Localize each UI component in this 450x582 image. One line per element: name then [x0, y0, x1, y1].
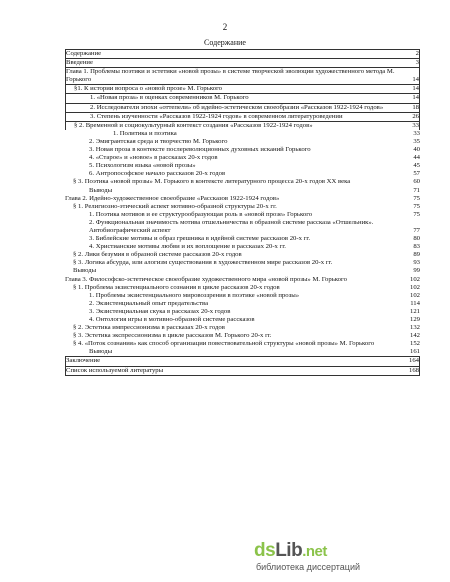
toc-entry[interactable]	[65, 316, 420, 324]
toc-page: 114	[410, 299, 420, 307]
toc-title: 4. Христианские мотивы любви и их воплощение в рассказах 20-х гг.	[89, 243, 286, 251]
toc-title: Заключение	[66, 357, 101, 365]
toc-page: 75	[413, 194, 420, 202]
toc-title: § 4. «Поток сознания» как способ организации повествовательной структуры «новой прозы» М. Горького	[73, 340, 375, 348]
toc-entry[interactable]	[65, 170, 420, 178]
toc-entry[interactable]	[65, 93, 420, 102]
toc-page: 44	[413, 154, 420, 162]
toc-entry[interactable]	[65, 324, 420, 332]
toc-page: 26	[412, 112, 419, 120]
toc-entry[interactable]	[65, 146, 420, 154]
toc-page: 129	[409, 316, 420, 323]
toc-page: 33	[412, 121, 419, 129]
toc-title: § 3. Логика абсурда, или алогизм существования в художественном мире рассказов 20-х гг.	[73, 259, 333, 267]
toc-title: Выводы	[89, 186, 113, 194]
toc-entry[interactable]	[65, 67, 420, 84]
toc-page: 14	[412, 76, 419, 84]
toc-entry[interactable]	[65, 84, 420, 93]
toc-title: 1. «Новая проза» в оценках современников М. Горького	[90, 94, 249, 102]
toc-title: § 1. Проблема экзистенциального сознания в цикле рассказов 20-х годов	[73, 283, 280, 291]
toc-entry[interactable]	[65, 366, 420, 376]
toc-entry[interactable]	[65, 243, 420, 251]
toc-page: 102	[409, 275, 420, 283]
toc-page: 57	[413, 170, 420, 178]
toc-entry[interactable]	[65, 103, 420, 112]
toc-title: 3. Библейские мотивы и образ грешника в идейной системе рассказов 20-х гг.	[89, 235, 311, 243]
toc-page: 77	[413, 226, 420, 234]
toc-entry[interactable]	[65, 211, 420, 219]
toc-entry[interactable]	[65, 348, 420, 356]
toc-page: 2	[415, 50, 419, 57]
toc-title: § 2. Лики безумия в образной системе рассказов 20-х годов	[73, 251, 242, 259]
toc-title: 1. Проблемы экзистенциального мировоззрения в поэтике «новой прозы»	[89, 291, 300, 299]
toc-title: 2. Исследователи эпохи «оттепели» об идейно-эстетическом своеобразии «Рассказов 1922-1924 годов»	[90, 103, 384, 111]
toc-title: § 3. Эстетика экспрессионизма в цикле рассказов М. Горького 20-х гг.	[73, 332, 272, 340]
toc-entry[interactable]	[65, 235, 420, 243]
toc-title: Введение	[66, 59, 93, 67]
toc-page: 152	[409, 340, 420, 348]
page-title: Содержание	[204, 38, 246, 47]
toc-entry[interactable]	[65, 58, 420, 67]
toc-title: 2. Эмигрантская среда и творчество М. Горького	[89, 137, 228, 145]
toc-entry[interactable]	[65, 308, 420, 316]
toc-page: 168	[408, 366, 419, 374]
toc-title: Содержание	[66, 50, 102, 57]
toc-page: 89	[413, 251, 420, 259]
toc-page: 142	[409, 332, 420, 340]
toc-entry[interactable]	[65, 292, 420, 300]
toc-title: § 1. Религиозно-этический аспект мотивно-образной структуры 20-х гг.	[73, 202, 277, 210]
toc-entry[interactable]	[65, 332, 420, 340]
toc-entry[interactable]	[65, 112, 420, 121]
toc-page: 60	[413, 178, 420, 186]
toc-title: 4. Онтология игры в мотивно-образной системе рассказов	[89, 316, 255, 323]
toc-page: 3	[415, 59, 419, 67]
toc-title: Глава 2. Идейно-художественное своеобразие «Рассказов 1922-1924 годов»	[65, 194, 280, 202]
toc-entry[interactable]	[65, 300, 420, 308]
toc-entry[interactable]	[65, 259, 420, 267]
toc-title: 3. Экзистенциальная скука в рассказах 20-х годов	[89, 307, 231, 315]
toc-page: 102	[409, 291, 420, 299]
toc-title: 6. Антропософское начало рассказов 20-х годов	[89, 170, 226, 178]
toc-title: 3. Степень изученности «Рассказов 1922-1924 годов» в современном литературоведении	[90, 112, 343, 120]
toc-entry[interactable]	[65, 276, 420, 284]
toc-page: 83	[413, 243, 420, 251]
toc-page: 99	[413, 267, 420, 275]
toc-title: 2. Экзистенциальный опыт предательства	[89, 299, 209, 307]
toc-page: 33	[413, 129, 420, 137]
toc-page: 161	[409, 348, 420, 356]
toc-entry[interactable]	[65, 178, 420, 186]
toc-entry[interactable]	[65, 138, 420, 146]
toc-entry[interactable]	[65, 267, 420, 275]
toc-page: 75	[413, 210, 420, 218]
toc-page: 45	[413, 162, 420, 170]
toc-entry[interactable]	[65, 154, 420, 162]
dslib-logo: dsLib.net	[254, 540, 327, 561]
toc-title: § 2. Временной и социокультурный контекст создания «Рассказов 1922-1924 годов»	[74, 121, 313, 129]
toc-title: § 2. Эстетика импрессионизма в рассказах 20-х годов	[73, 324, 225, 332]
toc-page: 71	[413, 186, 420, 194]
toc-entry[interactable]	[65, 49, 420, 58]
toc-entry[interactable]	[65, 162, 420, 170]
toc-title: Глава 1. Проблемы поэтики и эстетики «новой прозы» в системе творческой эволюции художественного метода М. Горького	[66, 68, 395, 84]
toc-title: Выводы	[73, 267, 97, 275]
toc-title: 1. Поэтика мотивов и ее структурообразующая роль в «новой прозе» Горького	[89, 210, 313, 218]
toc-entry[interactable]	[65, 340, 420, 348]
toc-entry[interactable]	[65, 187, 420, 195]
toc-entry[interactable]	[65, 251, 420, 259]
toc-page: 80	[413, 235, 420, 243]
toc-title: Список используемой литературы	[66, 366, 164, 374]
toc-page: 93	[413, 259, 420, 267]
dslib-caption: библиотека диссертаций	[256, 562, 361, 572]
toc-entry[interactable]	[65, 195, 420, 203]
toc-page: 14	[412, 85, 419, 93]
toc-title: 2. Функциональная значимость мотива отшельничества в образной системе рассказа «Отшельник». Автобиографический аспект	[89, 218, 374, 234]
toc-page: 164	[408, 357, 419, 365]
page-number: 2	[222, 22, 228, 32]
toc-title: 1. Политика и поэтика	[113, 129, 177, 137]
toc-title: § 3. Поэтика «новой прозы» М. Горького в контексте литературного процесса 20-х годов XX века	[73, 178, 351, 186]
toc-entry[interactable]	[65, 203, 420, 211]
toc-page: 18	[412, 103, 419, 111]
toc-title: 5. Психологизм языка «новой прозы»	[89, 162, 196, 170]
toc-page: 102	[409, 283, 420, 291]
toc-page: 35	[413, 137, 420, 145]
toc-entry[interactable]	[65, 121, 420, 130]
toc-title: 3. Новая проза в контексте послереволюционных духовных исканий Горького	[89, 146, 311, 154]
toc-page: 132	[409, 324, 420, 332]
toc-title: Выводы	[89, 348, 113, 356]
toc-entry[interactable]	[65, 284, 420, 292]
toc-title: Глава 3. Философско-эстетическое своеобразие художественного мира «новой прозы» М. Горького	[65, 275, 347, 283]
toc-page: 121	[409, 307, 420, 315]
toc-page: 75	[413, 202, 420, 210]
toc-entry[interactable]	[65, 219, 420, 235]
toc-entry[interactable]	[65, 130, 420, 138]
dslib-watermark[interactable]	[254, 538, 444, 574]
table-of-contents	[65, 49, 420, 376]
toc-page: 40	[413, 146, 420, 154]
toc-entry[interactable]	[65, 356, 420, 365]
toc-title: §1. К истории вопроса о «новой прозе» М. Горького	[74, 85, 222, 93]
toc-title: 4. «Старое» и «новое» в рассказах 20-х годов	[89, 154, 218, 162]
toc-page: 14	[412, 94, 419, 102]
